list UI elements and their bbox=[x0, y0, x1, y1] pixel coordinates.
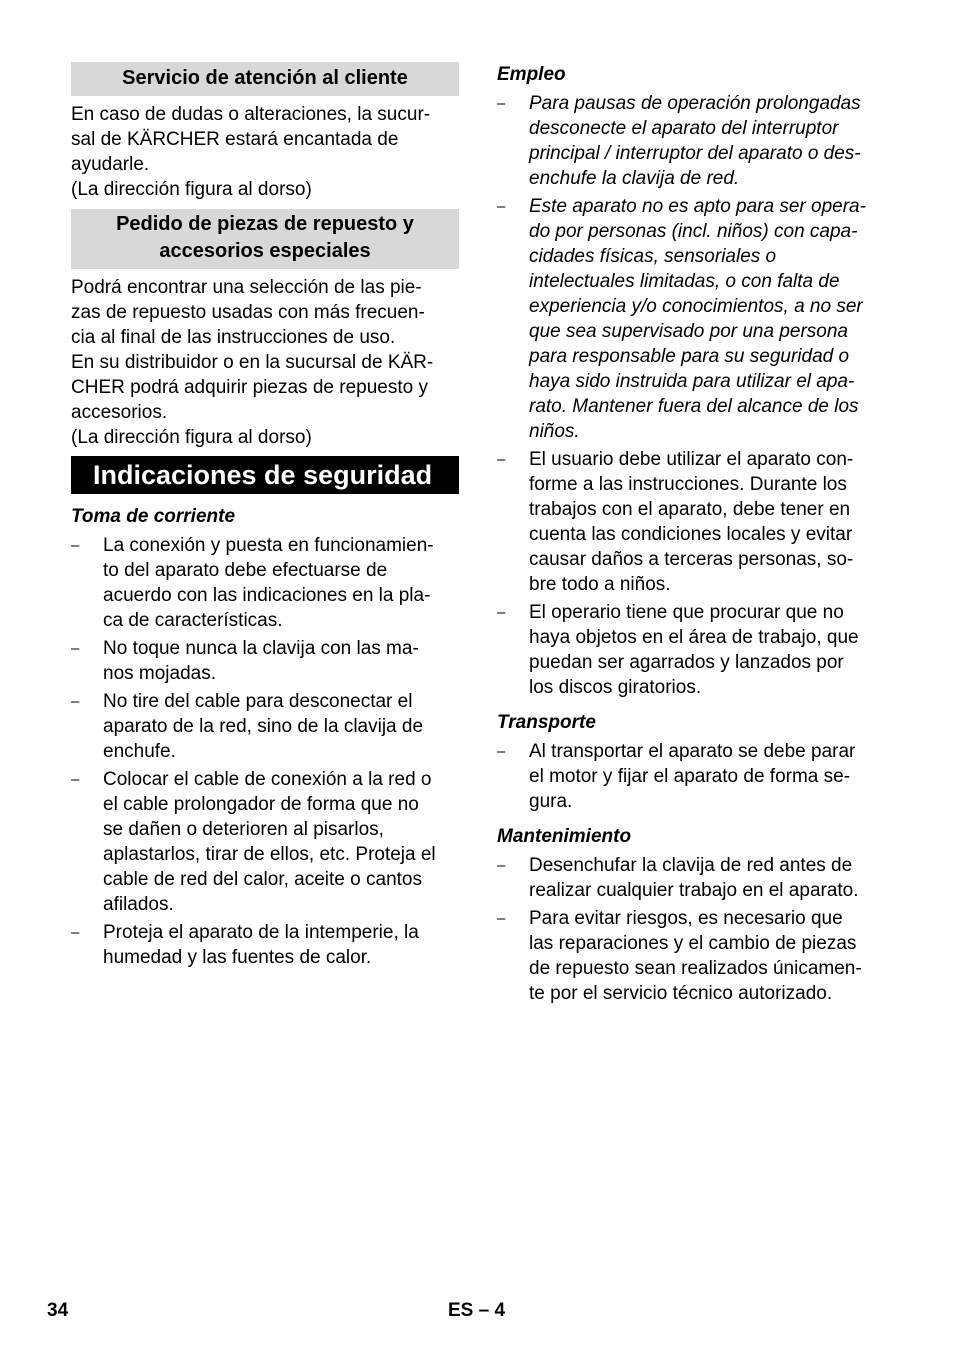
text-line: rato. Mantener fuera del alcance de los bbox=[529, 396, 859, 417]
text-line: para responsable para su seguridad o bbox=[529, 346, 850, 367]
text-line: las reparaciones y el cambio de piezas bbox=[529, 933, 857, 954]
dash-bullet: – bbox=[497, 743, 506, 760]
text-line: ayudarle. bbox=[71, 154, 150, 175]
list-item bbox=[497, 739, 889, 814]
use-list bbox=[497, 91, 889, 700]
text-line: to del aparato debe efectuarse de bbox=[103, 560, 388, 581]
dash-bullet: – bbox=[497, 857, 506, 874]
text-line: cia al final de las instrucciones de uso. bbox=[71, 327, 396, 348]
text-line: cuenta las condiciones locales y evitar bbox=[529, 524, 853, 545]
list-item-text bbox=[529, 91, 889, 191]
maintenance-list bbox=[497, 853, 889, 1006]
text-line: se dañen o deterioren al pisarlos, bbox=[103, 819, 384, 840]
text-line: intelectuales limitadas, o con falta de bbox=[529, 271, 840, 292]
service-text bbox=[71, 102, 459, 202]
text-line: gura. bbox=[529, 791, 573, 812]
list-item bbox=[497, 194, 889, 444]
parts-text bbox=[71, 275, 459, 450]
maintenance-subheading: Mantenimiento bbox=[497, 826, 632, 847]
power-list bbox=[71, 533, 459, 970]
text-line: aparato de la red, sino de la clavija de bbox=[103, 716, 424, 737]
text-line: haya sido instruida para utilizar el apa- bbox=[529, 371, 855, 392]
text-line: cable de red del calor, aceite o cantos bbox=[103, 869, 422, 890]
list-item-text bbox=[529, 906, 889, 1006]
text-line: forme a las instrucciones. Durante los bbox=[529, 474, 847, 495]
dash-bullet: – bbox=[497, 95, 506, 112]
text-line: La conexión y puesta en funcionamien- bbox=[103, 535, 434, 556]
dash-bullet: – bbox=[497, 198, 506, 215]
list-item bbox=[497, 906, 889, 1006]
text-line: Para evitar riesgos, es necesario que bbox=[529, 908, 843, 929]
text-line: sal de KÄRCHER estará encantada de bbox=[71, 129, 399, 150]
text-line: niños. bbox=[529, 421, 580, 442]
list-item bbox=[497, 600, 889, 700]
text-line: enchufe. bbox=[103, 741, 176, 762]
list-item bbox=[497, 853, 889, 903]
text-line: trabajos con el aparato, debe tener en bbox=[529, 499, 851, 520]
text-line: haya objetos en el área de trabajo, que bbox=[529, 627, 859, 648]
parts-heading-line-1: Pedido de piezas de repuesto y bbox=[116, 213, 414, 235]
text-line: humedad y las fuentes de calor. bbox=[103, 947, 372, 968]
text-line: bre todo a niños. bbox=[529, 574, 671, 595]
text-line: desconecte el aparato del interruptor bbox=[529, 118, 839, 139]
text-line: principal / interruptor del aparato o des- bbox=[529, 143, 861, 164]
list-item-text bbox=[103, 689, 459, 764]
list-item-text bbox=[103, 636, 459, 686]
list-item-text bbox=[529, 194, 889, 444]
text-line: Al transportar el aparato se debe parar bbox=[529, 741, 856, 762]
list-item-text bbox=[103, 533, 459, 633]
list-item bbox=[497, 447, 889, 597]
text-line: acuerdo con las indicaciones en la pla- bbox=[103, 585, 431, 606]
right-column bbox=[497, 62, 889, 1009]
text-line: los discos giratorios. bbox=[529, 677, 702, 698]
service-heading: Servicio de atención al cliente bbox=[71, 62, 459, 96]
dash-bullet: – bbox=[71, 771, 80, 788]
list-item bbox=[497, 91, 889, 191]
list-item-text bbox=[529, 447, 889, 597]
list-item-text bbox=[529, 600, 889, 700]
dash-bullet: – bbox=[497, 910, 506, 927]
text-line: aplastarlos, tirar de ellos, etc. Proteja el bbox=[103, 844, 436, 865]
text-line: accesorios. bbox=[71, 402, 168, 423]
text-line: Para pausas de operación prolongadas bbox=[529, 93, 861, 114]
text-line: te por el servicio técnico autorizado. bbox=[529, 983, 833, 1004]
dash-bullet: – bbox=[71, 693, 80, 710]
power-subheading: Toma de corriente bbox=[71, 506, 236, 527]
dash-bullet: – bbox=[71, 537, 80, 554]
text-line: el motor y fijar el aparato de forma se- bbox=[529, 766, 851, 787]
text-line: Colocar el cable de conexión a la red o bbox=[103, 769, 432, 790]
parts-heading bbox=[71, 209, 459, 269]
dash-bullet: – bbox=[497, 604, 506, 621]
transport-subheading: Transporte bbox=[497, 712, 596, 733]
text-line: causar daños a terceras personas, so- bbox=[529, 549, 854, 570]
list-item bbox=[71, 920, 459, 970]
text-line: (La dirección figura al dorso) bbox=[71, 179, 312, 200]
transport-list bbox=[497, 739, 889, 814]
list-item bbox=[71, 636, 459, 686]
list-item-text bbox=[103, 920, 459, 970]
text-line: realizar cualquier trabajo en el aparato. bbox=[529, 880, 859, 901]
text-line: ca de características. bbox=[103, 610, 283, 631]
text-line: nos mojadas. bbox=[103, 663, 217, 684]
text-line: No tire del cable para desconectar el bbox=[103, 691, 413, 712]
text-line: que sea supervisado por una persona bbox=[529, 321, 849, 342]
text-line: Este aparato no es apto para ser opera- bbox=[529, 196, 866, 217]
text-line: Desenchufar la clavija de red antes de bbox=[529, 855, 853, 876]
list-item-text bbox=[529, 853, 889, 903]
text-line: No toque nunca la clavija con las ma- bbox=[103, 638, 419, 659]
text-line: (La dirección figura al dorso) bbox=[71, 427, 312, 448]
text-line: experiencia y/o conocimientos, a no ser bbox=[529, 296, 863, 317]
text-line: El operario tiene que procurar que no bbox=[529, 602, 844, 623]
text-line: Podrá encontrar una selección de las pie- bbox=[71, 277, 422, 298]
list-item bbox=[71, 689, 459, 764]
page-number: 34 bbox=[47, 1300, 69, 1321]
text-line: En su distribuidor o en la sucursal de KÄR- bbox=[71, 352, 434, 373]
left-column bbox=[71, 62, 459, 973]
text-line: puedan ser agarrados y lanzados por bbox=[529, 652, 844, 673]
text-line: zas de repuesto usadas con más frecuen- bbox=[71, 302, 425, 323]
dash-bullet: – bbox=[497, 451, 506, 468]
list-item-text bbox=[103, 767, 459, 917]
list-item bbox=[71, 533, 459, 633]
dash-bullet: – bbox=[71, 924, 80, 941]
list-item bbox=[71, 767, 459, 917]
text-line: Proteja el aparato de la intemperie, la bbox=[103, 922, 419, 943]
text-line: do por personas (incl. niños) con capa- bbox=[529, 221, 858, 242]
dash-bullet: – bbox=[71, 640, 80, 657]
list-item-text bbox=[529, 739, 889, 814]
text-line: cidades físicas, sensoriales o bbox=[529, 246, 777, 267]
text-line: afilados. bbox=[103, 894, 174, 915]
text-line: En caso de dudas o alteraciones, la sucur- bbox=[71, 104, 431, 125]
text-line: CHER podrá adquirir piezas de repuesto y bbox=[71, 377, 428, 398]
use-subheading: Empleo bbox=[497, 64, 566, 85]
text-line: enchufe la clavija de red. bbox=[529, 168, 740, 189]
safety-heading: Indicaciones de seguridad bbox=[71, 456, 459, 494]
parts-heading-line-2: accesorios especiales bbox=[159, 240, 371, 262]
text-line: de repuesto sean realizados únicamen- bbox=[529, 958, 862, 979]
text-line: el cable prolongador de forma que no bbox=[103, 794, 419, 815]
language-page-label: ES – 4 bbox=[448, 1300, 506, 1321]
text-line: El usuario debe utilizar el aparato con- bbox=[529, 449, 854, 470]
